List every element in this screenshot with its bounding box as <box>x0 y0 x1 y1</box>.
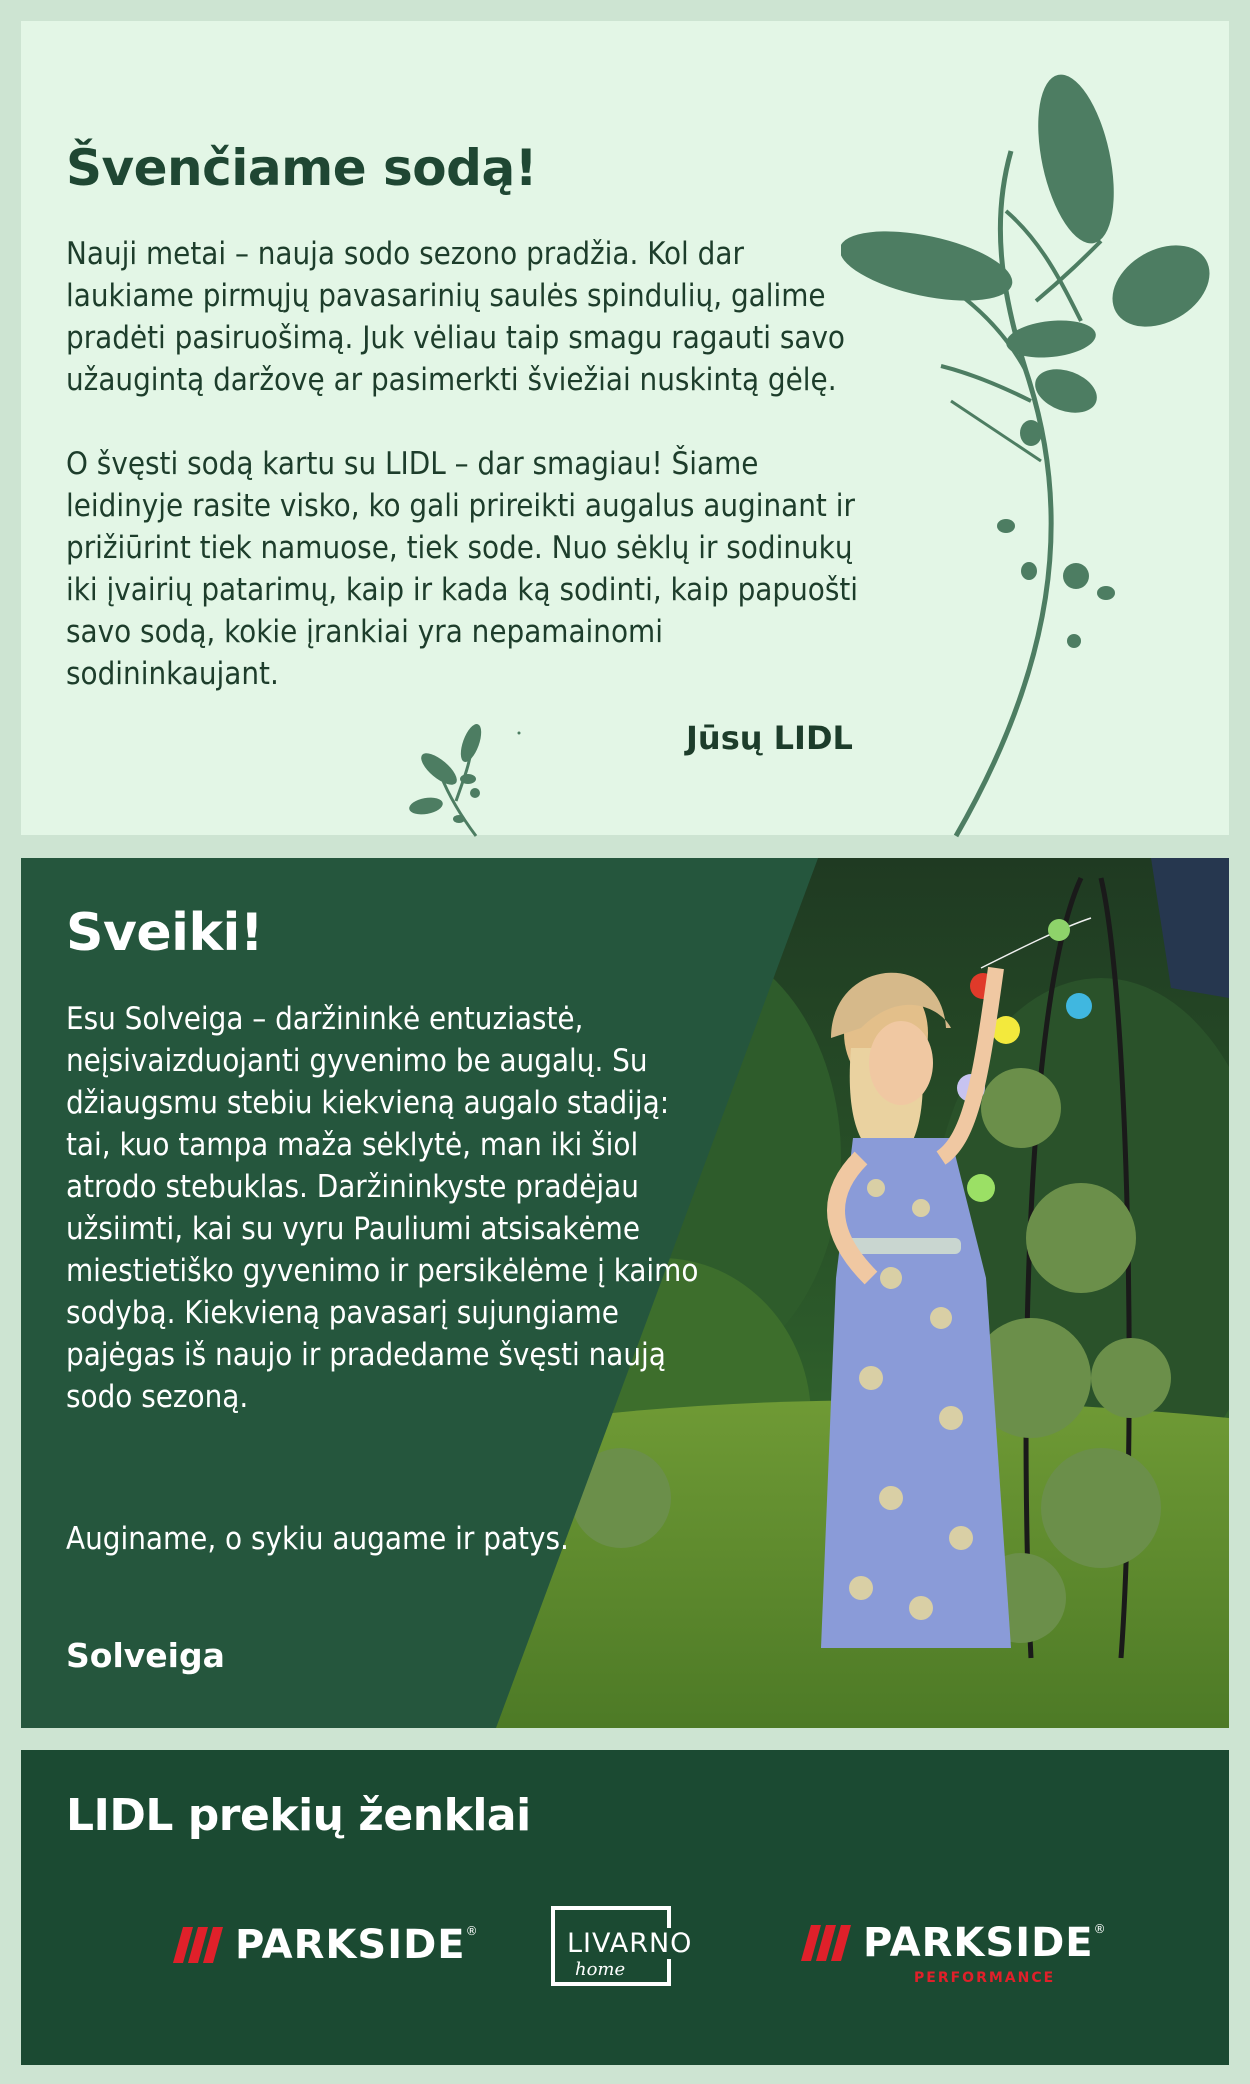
intro-paragraph-2: O švęsti sodą kartu su LIDL – dar smagiau! Šiame leidinyje rasite visko, ko gali prireikti augalus auginant ir prižiūrint tiek namuose, tiek sode. Nuo sėklų ir sodinukų iki įvairių patarimų, kaip ir kada ką sodinti, kaip papuošti savo sodą, kokie įrankiai yra nepamainomi sodininkaujant. <box>66 446 859 692</box>
about-paragraph-1: Esu Solveiga – daržininkė entuziastė, neįsivaizduojanti gyvenimo be augalų. Su džiaugsmu stebiu kiekvieną augalo stadiją: tai, kuo tampa maža sėklytė, man iki šiol atrodo stebuklas. Daržininkyste pradėjau užsiimti, kai su vyru Pauliumi atsisakėme miestietiško gyvenimo ir persikėlėme į kaimo sodybą. Kiekvieną pavasarį sujungiame pajėgas iš naujo ir pradedame švęsti naują sodo sezoną. <box>66 1001 699 1415</box>
parkside-performance-stripes-icon <box>801 1925 851 1961</box>
livarno-logo <box>551 1906 693 1986</box>
intro-title: Švenčiame sodą! <box>66 139 537 197</box>
parkside-performance-text: PARKSIDE <box>863 1920 1094 1966</box>
intro-panel <box>21 21 1229 835</box>
about-signature: Solveiga <box>66 1636 225 1675</box>
parkside-performance-mark: ® <box>1093 1922 1106 1936</box>
livarno-logo-sub: home <box>575 1959 626 1980</box>
parkside-logo <box>173 1920 478 1970</box>
sprout-illustration <box>401 721 541 841</box>
brands-title: LIDL prekių ženklai <box>66 1790 531 1841</box>
livarno-logo-text: LIVARNO <box>567 1928 698 1959</box>
parkside-logo-mark: ® <box>465 1924 478 1938</box>
plant-illustration <box>841 71 1231 841</box>
parkside-logo-text: PARKSIDE <box>235 1922 466 1968</box>
intro-paragraph-1: Nauji metai – nauja sodo sezono pradžia. Kol dar laukiame pirmųjų pavasarinių saulės spindulių, galime pradėti pasiruošimą. Juk vėliau taip smagu ragauti savo užaugintą daržovę ar pasimerkti šviežiai nuskintą gėlę. <box>66 236 845 398</box>
about-panel <box>21 858 1229 1728</box>
parkside-stripes-icon <box>173 1927 223 1963</box>
about-title: Sveiki! <box>66 903 264 963</box>
brands-panel <box>21 1750 1229 2065</box>
parkside-performance-logo <box>801 1918 1131 1998</box>
parkside-performance-sub: PERFORMANCE <box>914 1970 1056 1986</box>
about-paragraph-2: Auginame, o sykiu augame ir patys. <box>66 1521 569 1557</box>
intro-signature: Jūsų LIDL <box>686 719 853 757</box>
